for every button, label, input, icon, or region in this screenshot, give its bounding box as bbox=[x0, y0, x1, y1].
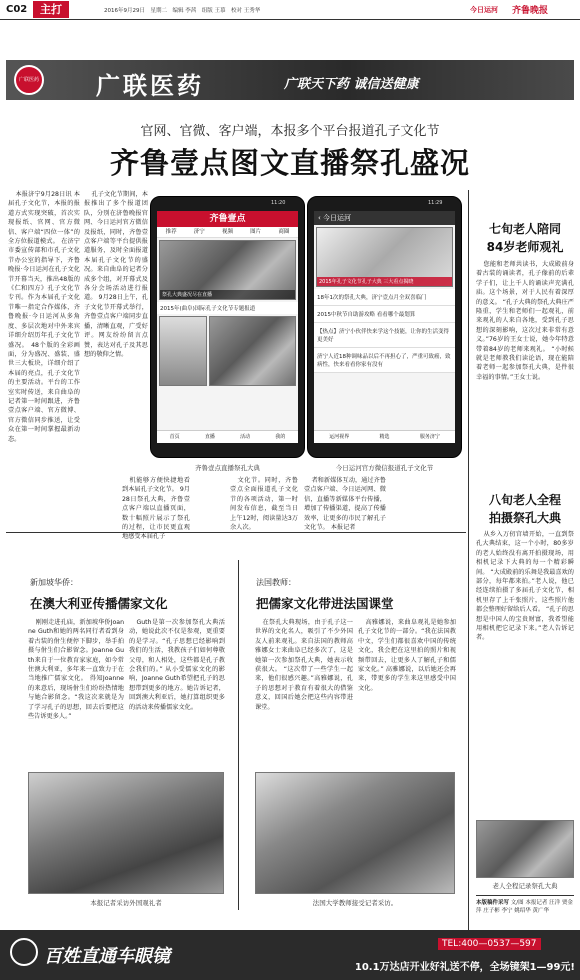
main-story-col2: 孔子文化节期间，本报推出了多个报道团队，分别在济鲁晚报官网、今日运河官方微信及报纸，同时，齐鲁壹点客户端等平台提供报道服务，及时全面报道本届孔子文化节的盛况。来自曲阜的记者分成多个组，对开幕式及各分会场活动进行报道。 9月28日上午，孔子文化节开幕式举行，齐鲁壹点客户端同步直播，清晰直观，广受好评。网友纷纷留言点赞，表达对孔子及其思想的敬仰之情。 bbox=[84, 191, 148, 358]
sidebar-top-headline-b: 84岁老师观礼 bbox=[486, 240, 564, 254]
section-divider bbox=[6, 532, 466, 533]
ceremony-photo bbox=[209, 316, 296, 386]
elder-photographer-photo bbox=[476, 820, 574, 878]
sponsor-banner bbox=[6, 60, 574, 100]
story-right-kicker: 法国教师： bbox=[256, 578, 296, 587]
app-footer bbox=[314, 430, 455, 443]
main-story-col5: 者和新媒体互动，通过齐鲁壹点客户端、今日运河网、微信，直播等新媒体平台传播，增加了传播渠道，提高了传播效率，让更多的市民了解孔子文化节。 本报记者 bbox=[304, 477, 386, 532]
french-teacher-photo bbox=[255, 772, 455, 894]
main-story-col1: 本报济宁9月28日讯 本届孔子文化节，本报的报道方式实现突破，首次实现报纸、官网、官方微信、客户端“四位一体”的全方位报道模式。 在济宁市委宣传部和市孔子文化节办公室的指导下，齐鲁晚报·今日运河在孔子文化节开幕当天，推出48版的《仁和四方》孔子文化节专刊。作为本届孔子文化节唯一指定合作媒体，齐鲁晚报·今日运河从多角度、多层次地对中外来宾详细介绍历年孔子文化节盛况。 48个版的全彩画面，分为盛况、盛装、盛世三大板块，详细介绍了本届的亮点，孔子文化节的主要活动。平台的工作室实时传送，来自曲阜的记者第一时间跟进，齐鲁壹点客户端、官方微博、官方微信同步推送，让受众在第一时间掌握最新动态。 bbox=[8, 191, 80, 443]
phone-screenshot-yunhe: 11:29 ‹ 今日运河 2015年孔子文化节孔子大典 三大看点揭晓 18年1次的祭孔大典，济宁壹点月全双喜临门 2015中秋节自助游攻略 看看哪个最划算 【热点】济宁小伙伴快来学这个技能，让你的生活变得更美好 济宁人近18种调味品以后不再担心了，严重可致癌，致病性，快来看看你家有没有 运河视界 精选 服务济宁 bbox=[307, 196, 462, 458]
app-footer bbox=[157, 430, 298, 443]
sidebar-top-body: 您能和老师共读书，大成殿前身着古装的诵读者，孔子像前的后辈学子们，让上千人的诵读声充满孔庙。这个场景，对于人民有着深厚的意义。 “孔子大典的祭孔大典庄严隆重，学生和老师们一起观礼，前来观礼的人来自各地，受到孔子思想的深刻影响，这次过来非常有意义。”76岁的王女士说，她今年特意带着84岁的老师来观礼。 “小时候就是老师教我们读论语，现在能陪着老师一起参加祭孔大典，是件很幸福的事情。”王女士说。 bbox=[476, 261, 574, 381]
ad-brand: 百姓直通车眼镜 bbox=[44, 946, 170, 967]
paper-name-b: 齐鲁晚报 bbox=[512, 6, 549, 16]
footer-tab[interactable]: 我的 bbox=[275, 434, 286, 440]
sponsor-logo: 广联医药 bbox=[14, 65, 44, 95]
story-left-caption: 本报记者采访外国观礼者 bbox=[90, 899, 162, 907]
story-left-col2: Guth是第一次参加祭孔大典活动，她说此次不仅是参观，更重要的是学习。“孔子思想已经影响到我们的生活，我教孩子们如何尊敬父母，和人相处，这些都是孔子教会我们的。” 从小受儒家文化的影响，Joanne Guth希望把孔子的思想带到更多的地方。她告诉记者，回到澳大利亚后，她打算组织更多的活动来传播儒家文化。 bbox=[129, 619, 225, 711]
news-photo: 祭孔大典盛况尽在直播 bbox=[159, 240, 296, 300]
story-left-headline: 在澳大利亚传播儒家文化 bbox=[30, 596, 168, 611]
app-title-yunhe: ‹ 今日运河 bbox=[314, 211, 455, 225]
story-right-headline: 把儒家文化带进法国课堂 bbox=[256, 596, 394, 611]
back-icon[interactable]: ‹ bbox=[318, 214, 324, 222]
phone-screenshot-qilu: 11:20 齐鲁壹点 推荐 济宁 视频 图片 商圈 祭孔大典盛况尽在直播 2015年(曲阜)国际孔子文化节专题报道 首页 直播 活动 我的 bbox=[150, 196, 305, 458]
page-number: C02 bbox=[6, 4, 28, 15]
headline-photo: 2015年孔子文化节孔子大典 三大看点揭晓 bbox=[316, 227, 453, 287]
story-right-col1: 在祭孔大典现场，由于孔子这一世界的文化名人，吸引了不少外国友人前来观礼。来自法国的教师高雅娜女士来曲阜已经多次了，这是她第一次参加祭孔大典，她表示收获很大。 “这次带了一些学生一起来，他们很感兴趣。”高雅娜说，孔子的思想对于教育有着很大的借鉴意义，回国后她会把这些内容带进课堂。 bbox=[255, 619, 353, 711]
column-divider bbox=[238, 560, 239, 910]
credit-box: 本版稿件采写 文/图 本报记者 汪洋 贾金萍 庄子彬 李宁 姚绍华 黄广华 bbox=[476, 895, 574, 929]
footer-tab[interactable]: 精选 bbox=[379, 434, 390, 440]
story-left-kicker: 新加坡华侨： bbox=[30, 578, 78, 587]
paper-name-a: 今日运河 bbox=[470, 6, 498, 14]
sidebar-mid-headline-a: 八旬老人全程 bbox=[488, 493, 561, 507]
footer-tab[interactable]: 直播 bbox=[204, 434, 215, 440]
sidebar-mid-body: 从乡入万仞宫墙开始，一直到祭孔大典结束，这一个小时，80多岁的老人始终没有离开拍摄现场，用相机记录下大典的每一个精彩瞬间。 “大成殿前的乐舞是我最喜欢的部分，每年都来拍。”老人说，他已经连续拍摄了多届孔子文化节，相机里存了上千张照片，这些照片他都会整理好留给后人看。 “孔子的思想是中国人的宝贵财富，我希望能用相机把它记录下来。”老人告诉记者。 bbox=[476, 531, 574, 642]
news-item[interactable]: 【热点】济宁小伙伴快来学这个技能，让你的生活变得更美好 bbox=[314, 323, 455, 348]
sidebar-mid-headline-b: 拍摄祭孔大典 bbox=[488, 511, 561, 525]
phone2-caption: 今日运河官方微信报道孔子文化节 bbox=[335, 464, 434, 472]
news-item[interactable]: 18年1次的祭孔大典，济宁壹点月全双喜临门 bbox=[314, 289, 455, 306]
main-story-col4: 文化节。同时，齐鲁壹点全面报道孔子文化节的各项活动，第一时间发布信息，截至当日上午12时，阅读量达3万余人次。 bbox=[230, 477, 298, 532]
overseas-visitor-photo bbox=[28, 772, 224, 894]
app-tabs bbox=[157, 227, 298, 238]
banner-slogan: 广联天下药 诚信送健康 bbox=[284, 77, 419, 92]
phone1-caption: 齐鲁壹点直播祭孔大典 bbox=[195, 464, 260, 472]
masthead bbox=[0, 0, 580, 20]
sidebar-top-headline-a: 七旬老人陪同 bbox=[488, 222, 561, 236]
banner-title: 广联医药 bbox=[96, 71, 204, 100]
footer-tab[interactable]: 服务济宁 bbox=[419, 434, 440, 440]
tab-item[interactable]: 商圈 bbox=[278, 229, 290, 235]
news-item[interactable]: 济宁人近18种调味品以后不再担心了，严重可致癌，致病性，快来看看你家有没有 bbox=[314, 348, 455, 373]
ad-telephone: TEL:400—0537—597 bbox=[438, 938, 541, 950]
app-title-qilu: 齐鲁壹点 bbox=[157, 211, 298, 227]
tab-item[interactable]: 图片 bbox=[250, 229, 262, 235]
elder-photo-caption: 老人全程记录祭孔大典 bbox=[492, 882, 558, 890]
eyeglasses-logo-icon bbox=[10, 938, 38, 966]
calligraphy-photo bbox=[159, 316, 207, 386]
news-item[interactable]: 2015中秋节自助游攻略 看看哪个最划算 bbox=[314, 306, 455, 323]
story-right-caption: 法国大学教师接受记者采访。 bbox=[312, 899, 398, 907]
section-label: 主打 bbox=[33, 1, 69, 18]
footer-tab[interactable]: 首页 bbox=[169, 434, 180, 440]
bottom-advertisement bbox=[0, 930, 580, 980]
masthead-meta: 2016年9月29日 星期二 编辑 李茜 组版 王慕 校对 王秀华 bbox=[104, 8, 261, 14]
tab-item[interactable]: 视频 bbox=[221, 229, 233, 235]
tab-item[interactable]: 推荐 bbox=[165, 229, 177, 235]
main-kicker: 官网、官微、客户端，本报多个平台报道孔子文化节 bbox=[140, 124, 440, 139]
story-left-col1: 刚刚走进孔庙，新加坡华侨Joanne Guth和她的两名同行者看到身着古装的佾生便停下脚步，举手拍摄与佾生们合影留念。Joanne Guth来自于一位教育家家庭，如今常住澳大利亚，多年来一直致力于在当地推广儒家文化。 得知Joanne的来意后，现场佾生们纷纷热情地与她合影留念。“我这次来就是为了学习孔子的思想，回去后要把这些告诉更多人。” bbox=[28, 619, 124, 721]
footer-tab[interactable]: 活动 bbox=[240, 434, 251, 440]
main-headline: 齐鲁壹点图文直播祭孔盛况 bbox=[109, 146, 470, 180]
footer-tab[interactable]: 运河视界 bbox=[329, 434, 350, 440]
main-story-col3: 机能够方便快捷地看到本届孔子文化节。 9月28日祭孔大典，齐鲁壹点客户端以直播页面，数十幅照片展示了祭孔的过程，让市民更直观地感受本届孔子 bbox=[122, 477, 190, 541]
ad-slogan: 10.1万达店开业好礼送不停，全场镜架1—99元! bbox=[354, 962, 575, 973]
story-right-col2: 高雅娜说，来曲阜观礼是她参加孔子文化节的一部分。“我在法国教中文，学生们都很喜欢中国的传统文化，我会把在这里拍的照片和视频带回去，让更多人了解孔子和儒家文化。” 高雅娜说，以后她还会再来，带更多的学生来这里感受中国文化。 bbox=[358, 619, 456, 692]
tab-item[interactable]: 济宁 bbox=[193, 229, 205, 235]
column-divider bbox=[468, 190, 469, 930]
news-item[interactable]: 2015年(曲阜)国际孔子文化节专题报道 bbox=[157, 302, 298, 314]
